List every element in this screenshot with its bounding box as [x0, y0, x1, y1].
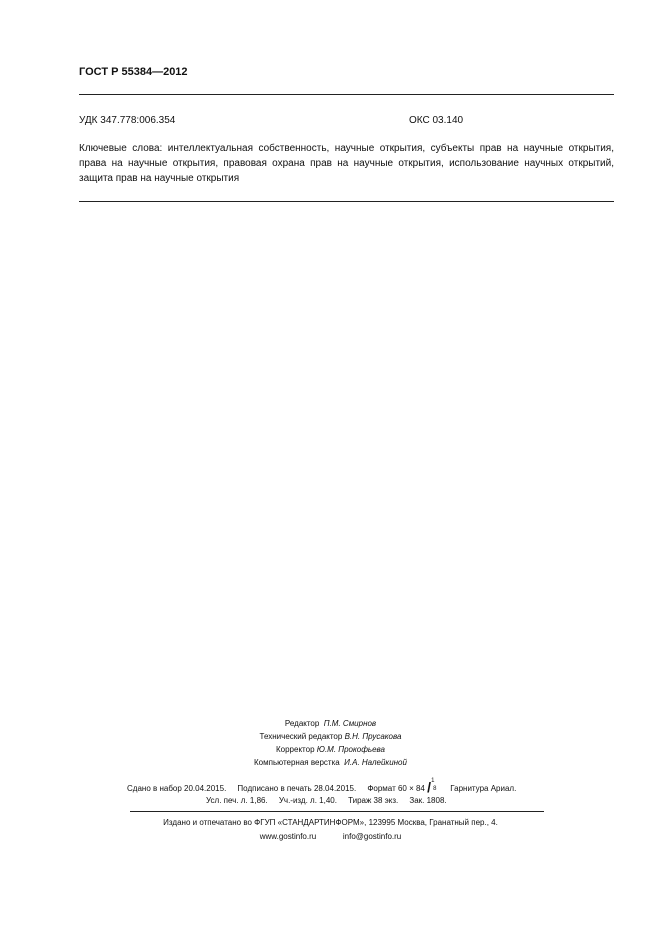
typeface: Гарнитура Ариал. [450, 784, 517, 793]
credit-proofreader [0, 745, 661, 754]
credit-tech-editor-name: В.Н. Прусакова [344, 732, 402, 741]
credit-layout [0, 758, 661, 767]
fraction-slash-icon: / [427, 779, 432, 795]
credit-tech-editor-label: Технический редактор [259, 732, 343, 741]
publisher-email[interactable]: info@gostinfo.ru [342, 832, 402, 841]
credit-proofreader-name: Ю.М. Прокофьева [316, 745, 385, 754]
credit-layout-name: И.А. Налейкиной [344, 758, 407, 767]
udk-code: УДК 347.778:006.354 [79, 115, 176, 126]
credit-editor-label: Редактор [284, 719, 320, 728]
publisher-contacts [0, 832, 661, 841]
circulation: Тираж 38 экз. [348, 796, 399, 805]
publishing-line-2 [206, 796, 447, 805]
print-sheets: Усл. печ. л. 1,86. [206, 796, 268, 805]
publication-sheets: Уч.-изд. л. 1,40. [278, 796, 337, 805]
publisher-divider [130, 811, 544, 812]
credit-tech-editor [0, 732, 661, 741]
top-divider [79, 94, 614, 95]
oks-code: ОКС 03.140 [409, 115, 464, 126]
keywords-divider [79, 201, 614, 202]
order-number: Зак. 1808. [409, 796, 447, 805]
format-fraction-denominator: 8 [433, 786, 437, 792]
credit-editor-name: П.М. Смирнов [323, 719, 377, 728]
publisher-website[interactable]: www.gostinfo.ru [259, 832, 317, 841]
credit-editor [0, 719, 661, 728]
publishing-line-1 [127, 778, 517, 795]
publisher-line: Издано и отпечатано во ФГУП «СТАНДАРТИНФОРМ», 123995 Москва, Гранатный пер., 4. [163, 818, 498, 827]
paper-format: Формат 60 × 84 [367, 784, 425, 793]
format-fraction [427, 778, 439, 795]
document-number: ГОСТ Р 55384—2012 [79, 66, 188, 78]
signed-to-print: Подписано в печать 28.04.2015. [237, 784, 357, 793]
keywords-paragraph: Ключевые слова: интеллектуальная собственность, научные открытия, субъекты прав на научные открытия, права на научные открытия, правовая охрана прав на научные открытия, использование научных открытий, защита прав на научные открытия [79, 143, 614, 184]
credit-proofreader-label: Корректор [276, 745, 315, 754]
format-fraction-numerator: 1 [431, 778, 435, 784]
credit-layout-label: Компьютерная верстка [254, 758, 340, 767]
sent-to-typeset: Сдано в набор 20.04.2015. [127, 784, 227, 793]
